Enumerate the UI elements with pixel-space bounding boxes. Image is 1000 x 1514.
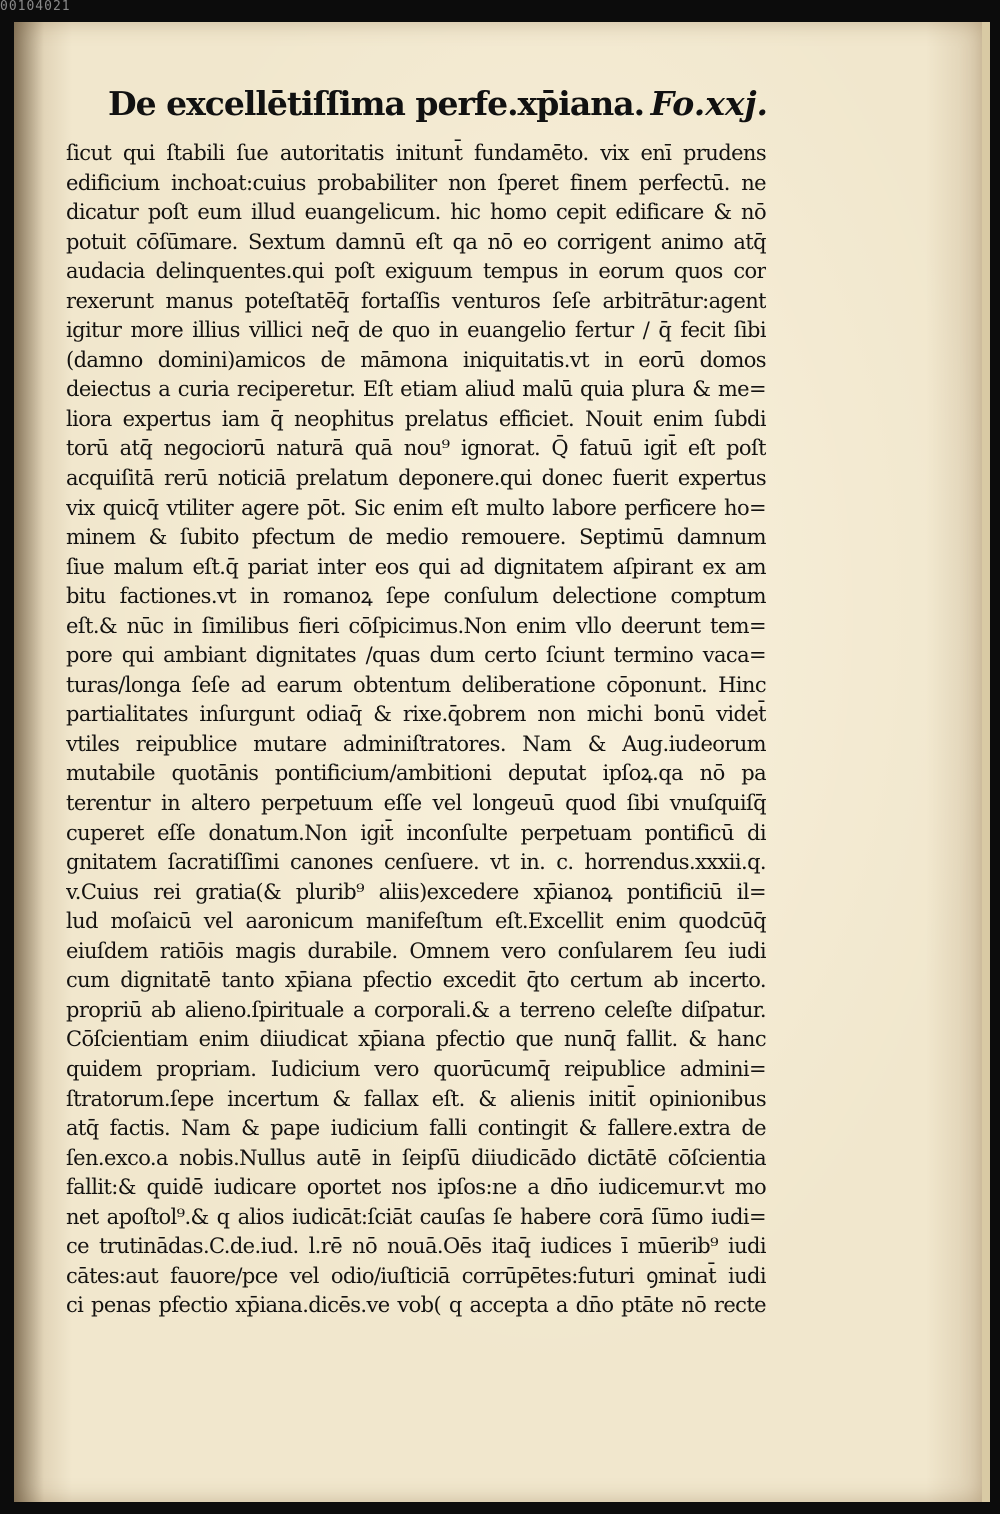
- text-line: vtiles reipublice mutare adminiſtratores. Nam & Aug.iudeorum: [66, 731, 766, 756]
- text-line: ci penas pfectio xp̄iana.dicēs.ve vob( q accepta a dn̄o ptāte nō recte: [66, 1293, 766, 1318]
- text-line: mutabile quotānis pontificium/ambitioni deputat ipſoꝝ.qa nō pa: [66, 761, 766, 786]
- text-line: lud moſaicū vel aaronicum manifeſtum eſt.Excellit enim quodcūq̄: [66, 909, 766, 934]
- text-line: torū atq̄ negociorū naturā quā nou⁹ ignorat. Q̄ fatuū igit̄ eſt poſt: [66, 436, 766, 461]
- text-line: vix quicq̄ vtiliter agere pōt. Sic enim eſt multo labore perficere ho=: [66, 495, 766, 520]
- page-edge: [982, 22, 990, 1502]
- text-line: partialitates inſurgunt odiaq̄ & rixe.q̄obrem non michi bonū videt̄: [66, 702, 766, 727]
- text-line: cātes:aut fauore/pce vel odio/iuſticiā corrūpētes:futuri ꝯminat̄ iudi: [66, 1263, 766, 1288]
- text-line: acquiſitā rerū noticiā prelatum deponere.qui donec fuerit expertus: [66, 466, 766, 491]
- text-line: cuperet eſſe donatum.Non igit̄ inconſulte perpetuam pontificū di: [66, 820, 766, 845]
- text-line: ce trutinādas.C.de.iud. l.rē nō nouā.Oēs itaq̄ iudices ī mūerib⁹ iudi: [66, 1234, 766, 1259]
- text-line: eſt.& nūc in ſimilibus fieri cōſpicimus.Non enim vllo deerunt tem=: [66, 613, 766, 638]
- text-line: bitu factiones.vt in romanoꝝ ſepe conſulum delectione comptum: [66, 584, 766, 609]
- text-line: pore qui ambiant dignitates /quas dum certo ſciunt termino vaca=: [66, 643, 766, 668]
- text-line: cum dignitatē tanto xp̄iana pfectio excedit q̄to certum ab incerto.: [66, 968, 766, 993]
- text-block: [66, 139, 766, 1321]
- text-line: v.Cuius rei gratia(& plurib⁹ aliis)excedere xp̄ianoꝝ pontificiū il=: [66, 879, 766, 904]
- text-line: terentur in altero perpetuum eſſe vel longeuū quod ſibi vnuſquiſq̄: [66, 791, 766, 816]
- text-line: gnitatem ſacratiſſimi canones cenſuere. vt in. c. horrendus.xxxii.q.: [66, 850, 766, 875]
- running-title: De excellētiſſima perfe.xp̄iana.: [108, 84, 645, 123]
- text-line: igitur more illius villici neq̄ de quo in euangelio fertur / q̄ fecit ſibi: [66, 318, 766, 343]
- text-line: liora expertus iam q̄ neophitus prelatus efficiet. Nouit enim ſubdi: [66, 406, 766, 431]
- text-line: audacia delinquentes.qui poſt exiguum tempus in eorum quos cor: [66, 259, 766, 284]
- text-line: edificium inchoat:cuius probabiliter non ſperet finem perfectū. ne: [66, 170, 766, 195]
- catalog-number: 00104021: [0, 0, 71, 14]
- text-line: turas/longa ſeſe ad earum obtentum deliberatione cōponunt. Hinc: [66, 672, 766, 697]
- text-line: net apoſtol⁹.& q alios iudicāt:ſciāt cauſas ſe habere corā ſūmo iudi=: [66, 1204, 766, 1229]
- text-line: ſen.exco.a nobis.Nullus autē in ſeipſū diiudicādo dictātē cōſcientia: [66, 1145, 766, 1170]
- text-line: ſicut qui ſtabili ſue autoritatis initunt̄ fundamēto. vix enī prudens: [66, 141, 766, 165]
- folio-number: Fo.xxj.: [650, 84, 768, 123]
- text-line: fallit:& quidē iudicare oportet nos ipſos:ne a dn̄o iudicemur.vt mo: [66, 1175, 766, 1200]
- text-line: atq̄ factis. Nam & pape iudicium falli contingit & fallere.extra de: [66, 1116, 766, 1141]
- text-line: ſtratorum.ſepe incertum & fallax eſt. & alienis initit̄ opinionibus: [66, 1086, 766, 1111]
- text-line: Cōſcientiam enim diiudicat xp̄iana pfectio que nunq̄ fallit. & hanc: [66, 1027, 766, 1052]
- text-line: deiectus a curia reciperetur. Eſt etiam aliud malū quia plura & me=: [66, 377, 766, 402]
- text-line: dicatur poſt eum illud euangelicum. hic homo cepit edificare & nō: [66, 200, 766, 225]
- text-line: quidem propriam. Iudicium vero quorūcumq̄ reipublice admini=: [66, 1056, 766, 1081]
- text-line: (damno domini)amicos de māmona iniquitatis.vt in eorū domos: [66, 347, 766, 372]
- text-line: propriū ab alieno.ſpirituale a corporali.& a terreno celeſte diſpatur.: [66, 997, 766, 1022]
- text-line: ſiue malum eſt.q̄ pariat inter eos qui ad dignitatem aſpirant ex am: [66, 554, 766, 579]
- text-line: minem & ſubito pfectum de medio remouere. Septimū damnum: [66, 525, 766, 550]
- text-line: rexerunt manus poteſtatēq̄ fortaſſis venturos ſeſe arbitrātur:agent: [66, 288, 766, 313]
- text-line: potuit cōſūmare. Sextum damnū eſt qa nō eo corrigent animo atq̄: [66, 229, 766, 254]
- page-header: [108, 84, 768, 123]
- gutter-shadow: [14, 22, 44, 1502]
- text-line: eiuſdem ratiōis magis durabile. Omnem vero conſularem ſeu iudi: [66, 938, 766, 963]
